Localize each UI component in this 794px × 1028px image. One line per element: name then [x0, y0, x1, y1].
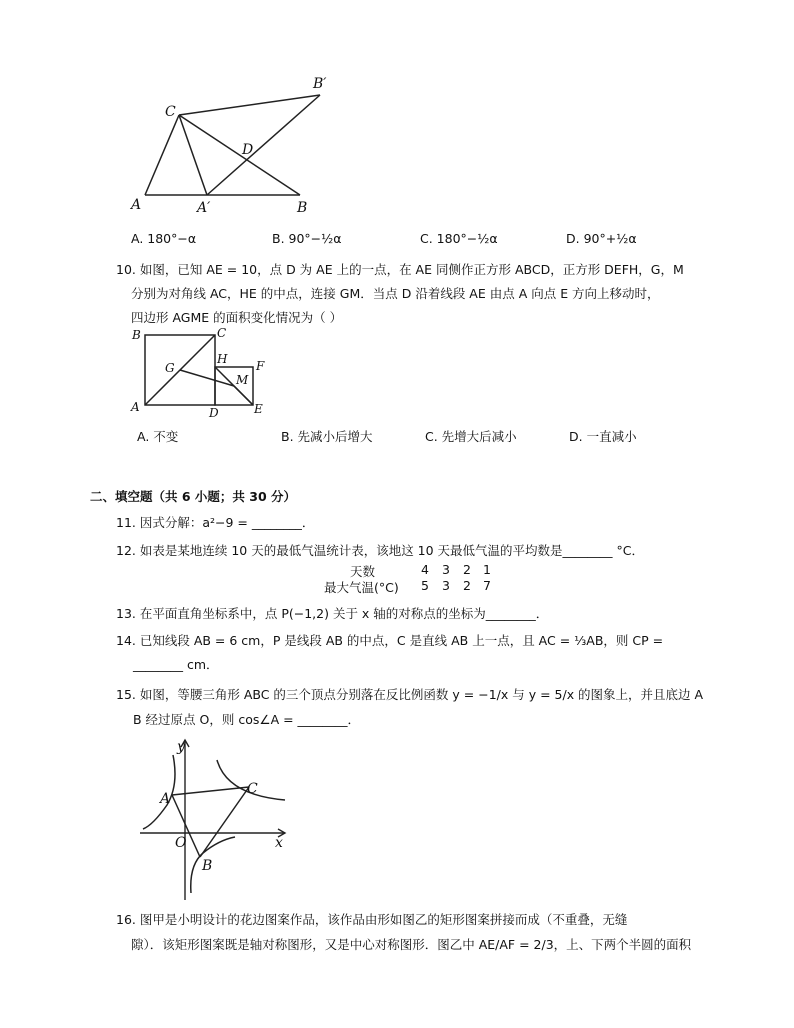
q10-option-d: D. 一直减小 [569, 429, 637, 444]
q9-label-d: D [242, 142, 254, 158]
q14-line2: ________ cm． [133, 657, 219, 672]
q10-stem-line1: 10. 如图，已知 AE = 10，点 D 为 AE 上的一点，在 AE 同侧作正方形 ABCD，正方形 DEFH，G，M [116, 262, 684, 277]
q9-option-a: A. 180°−α [131, 231, 197, 246]
q10-label-m: M [236, 373, 249, 387]
q10-label-b: B [132, 328, 141, 342]
q13-text: 13. 在平面直角坐标系中，点 P(−1,2) 关于 x 轴的对称点的坐标为________． [116, 606, 549, 621]
q15-line2: B 经过原点 O，则 cos∠A = ________． [133, 712, 361, 727]
q10-stem-line3: 四边形 AGME 的面积变化情况为（ ） [131, 310, 343, 325]
q16-line2: 隙）．该矩形图案既是轴对称图形，又是中心对称图形．图乙中 AE/AF = 2/3，上、下两个半圆的面积 [131, 937, 692, 952]
q16-line1: 16. 图甲是小明设计的花边图案作品，该作品由形如图乙的矩形图案拼接而成（不重叠，无缝 [116, 912, 628, 927]
q15-figure [135, 735, 295, 905]
q10-label-a: A [131, 400, 140, 414]
q9-option-d: D. 90°+½α [566, 231, 637, 246]
q15-label-y: y [177, 739, 185, 755]
q10-label-d: D [209, 406, 219, 420]
q9-label-c: C [165, 104, 176, 120]
q9-label-a: A [131, 197, 142, 213]
q9-figure [125, 70, 335, 220]
q10-stem-line2: 分别为对角线 AC，HE 的中点，连接 GM．当点 D 沿着线段 AE 由点 A 向点 E 方向上移动时， [131, 286, 660, 301]
q12-row1-label: 天数 [350, 564, 376, 579]
q10-label-g: G [165, 361, 175, 375]
q15-label-o: O [175, 835, 187, 851]
q12-row1-cell: 4 [421, 562, 429, 577]
q10-option-c: C. 先增大后减小 [425, 429, 517, 444]
q10-label-e: E [254, 402, 263, 416]
q9-label-b-prime: B′ [313, 76, 327, 92]
q12-row2-cell: 5 [421, 578, 429, 593]
q12-row1-cell: 1 [483, 562, 491, 577]
q12-row2-cell: 3 [442, 578, 450, 593]
q10-figure [125, 325, 275, 420]
q9-option-b: B. 90°−½α [272, 231, 342, 246]
q15-line1: 15. 如图，等腰三角形 ABC 的三个顶点分别落在反比例函数 y = −1/x 与 y = 5/x 的图象上，并且底边 A [116, 687, 704, 702]
q12-text: 12. 如表是某地连续 10 天的最低气温统计表，该地这 10 天最低气温的平均数是________ °C． [116, 543, 645, 558]
q9-label-a-prime: A′ [197, 200, 211, 216]
q12-row2-cell: 7 [483, 578, 491, 593]
q12-row1-cell: 2 [463, 562, 471, 577]
q10-label-f: F [256, 359, 265, 373]
q15-label-a: A [160, 791, 171, 807]
section-title: 二、填空题（共 6 小题；共 30 分） [90, 489, 297, 504]
q15-label-c: C [247, 781, 258, 797]
q11-text: 11. 因式分解：a²−9 = ________． [116, 515, 315, 530]
q10-option-b: B. 先减小后增大 [281, 429, 373, 444]
q15-label-b: B [202, 858, 213, 874]
q12-row1-cell: 3 [442, 562, 450, 577]
q10-option-a: A. 不变 [137, 429, 179, 444]
q12-row2-label: 最大气温(°C) [324, 580, 399, 595]
q9-option-c: C. 180°−½α [420, 231, 498, 246]
q9-label-b: B [297, 200, 308, 216]
q15-label-x: x [275, 835, 283, 851]
q10-label-h: H [217, 352, 228, 366]
q12-row2-cell: 2 [463, 578, 471, 593]
q14-line1: 14. 已知线段 AB = 6 cm，P 是线段 AB 的中点，C 是直线 AB 上一点，且 AC = ⅓AB，则 CP = [116, 633, 664, 648]
q10-label-c: C [217, 326, 227, 340]
